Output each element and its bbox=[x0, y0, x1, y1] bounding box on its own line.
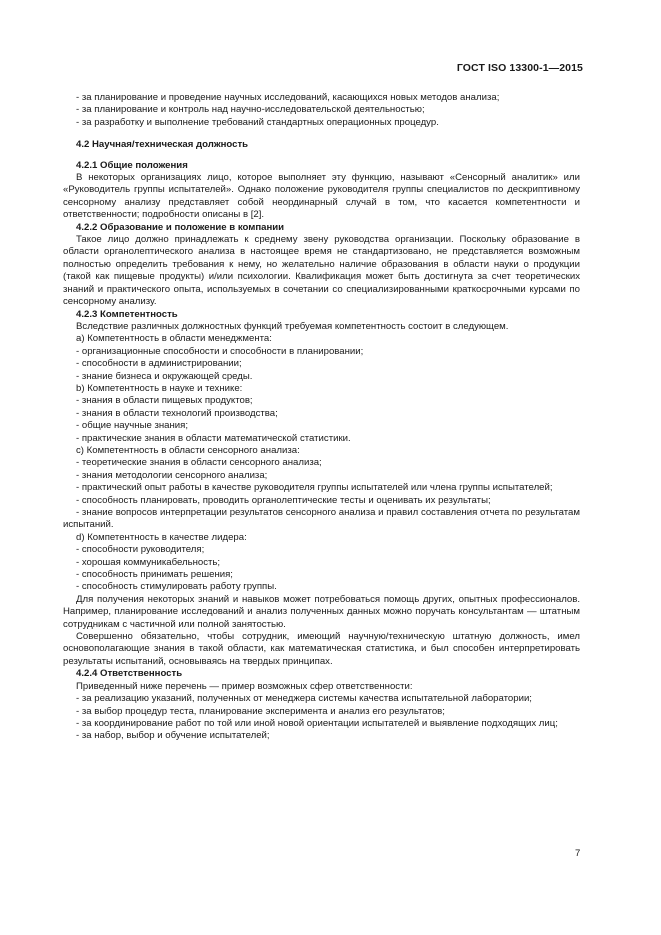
list-group-title: d) Компетентность в качестве лидера: bbox=[76, 531, 247, 543]
list-item: - способности в администрировании; bbox=[76, 358, 242, 370]
list-item: - хорошая коммуникабельность; bbox=[76, 556, 221, 568]
page-number: 7 bbox=[575, 848, 581, 859]
list-item: - за реализацию указаний, полученных от менеджера системы качества испытательной лаборатории; bbox=[76, 693, 532, 705]
list-item: - практические знания в области математической статистики. bbox=[76, 432, 351, 444]
section-heading-4-2: 4.2 Научная/техническая должность bbox=[76, 139, 249, 151]
list-item: - практический опыт работы в качестве руководителя группы испытателей или члена группы испытателей; bbox=[76, 482, 553, 494]
paragraph: В некоторых организациях лицо, которое выполняет эту функцию, называют «Сенсорный аналитик» или «Руководитель группы испытателей». Однако положение руководителя группы специалистов по дескриптивному сенсорному анализу представляет собой неординарный случай в том, что касается компетентности и ответственности; подробности описаны в [2]. bbox=[63, 172, 580, 221]
list-item: - общие научные знания; bbox=[76, 420, 189, 432]
list-item: - знание вопросов интерпретации результатов сенсорного анализа и правил составления отчета по результатам испытаний. bbox=[63, 507, 580, 531]
list-item: - за планирование и проведение научных исследований, касающихся новых методов анализа; bbox=[76, 92, 500, 103]
paragraph: Для получения некоторых знаний и навыков может потребоваться помощь других, опытных профессионалов. Например, планирование исследований и анализ полученных данных можно поручать консультантам — штатным сотрудникам с частичной или полной занятостью. bbox=[63, 593, 580, 630]
list-item: - теоретические знания в области сенсорного анализа; bbox=[76, 457, 322, 469]
list-item: - способности руководителя; bbox=[76, 544, 205, 556]
section-heading-4-2-1: 4.2.1 Общие положения bbox=[76, 159, 188, 171]
list-item: - знания методологии сенсорного анализа; bbox=[76, 469, 268, 481]
list-item: - за разработку и выполнение требований стандартных операционных процедур. bbox=[76, 116, 439, 128]
paragraph: Приведенный ниже перечень — пример возможных сфер ответственности: bbox=[76, 680, 413, 692]
list-item: - знание бизнеса и окружающей среды. bbox=[76, 370, 253, 382]
list-item: - за набор, выбор и обучение испытателей; bbox=[76, 730, 270, 742]
list-item: - способность принимать решения; bbox=[76, 569, 233, 581]
list-item: - за планирование и контроль над научно-исследовательской деятельностью; bbox=[76, 104, 425, 116]
paragraph: Вследствие различных должностных функций требуемая компетентность состоит в следующем. bbox=[76, 320, 509, 332]
list-item: - за координирование работ по той или иной новой ориентации испытателей и выявление подходящих лиц; bbox=[76, 717, 558, 729]
list-item: - организационные способности и способности в планировании; bbox=[76, 345, 364, 357]
document-body bbox=[63, 92, 580, 743]
section-heading-4-2-4: 4.2.4 Ответственность bbox=[76, 668, 183, 680]
document-header: ГОСТ ISO 13300-1—2015 bbox=[456, 62, 583, 74]
section-heading-4-2-3: 4.2.3 Компетентность bbox=[76, 308, 178, 320]
section-heading-4-2-2: 4.2.2 Образование и положение в компании bbox=[76, 221, 285, 233]
list-group-title: a) Компетентность в области менеджмента: bbox=[76, 333, 272, 345]
list-item: - знания в области пищевых продуктов; bbox=[76, 395, 253, 407]
paragraph: Совершенно обязательно, чтобы сотрудник, имеющий научную/техническую штатную должность, имел основополагающие знания в такой области, как математическая статистика, и был способен интерпретировать результаты испытаний, основываясь на твердых принципах. bbox=[63, 631, 580, 667]
paragraph: Такое лицо должно принадлежать к среднему звену руководства организации. Поскольку образование в области органолептического анализа в настоящее время не стандартизовано, не представляется возможным полностью определить требования к нему, но желательно наличие образования в области науки о продукции (такой как пищевые продукты) и/или психологии. Квалификация может быть достигнута за счет теоретических знаний и практического опыта, используемых в сочетании со специализированными краткосрочными курсами по сенсорному анализу. bbox=[63, 234, 580, 308]
list-item: - способность планировать, проводить органолептические тесты и оценивать их результаты; bbox=[76, 494, 491, 506]
list-group-title: b) Компетентность в науке и технике: bbox=[76, 382, 243, 394]
list-item: - за выбор процедур теста, планирование эксперимента и анализ его результатов; bbox=[76, 705, 445, 717]
list-item: - способность стимулировать работу группы. bbox=[76, 581, 277, 593]
list-group-title: c) Компетентность в области сенсорного анализа: bbox=[76, 444, 300, 456]
list-item: - знания в области технологий производства; bbox=[76, 407, 278, 419]
